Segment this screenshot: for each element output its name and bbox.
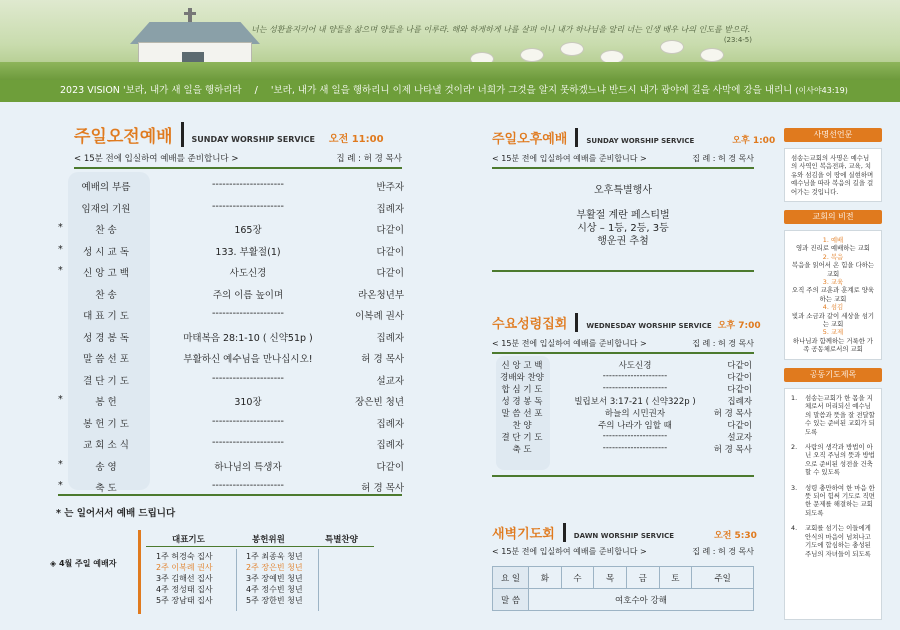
wednesday-item-content: 주의 나라가 임할 때: [598, 421, 672, 431]
order-item-content: 마태복음 28:1-10 ( 신약51p ): [183, 332, 313, 344]
prayer-panel: [784, 368, 882, 620]
vision-title: 교회의 비전: [784, 210, 882, 224]
vision-panel: [784, 210, 882, 360]
order-item-leader: 집례자: [376, 332, 404, 344]
prayer-title: 공동기도제목: [784, 368, 882, 382]
wednesday-row: [498, 371, 752, 383]
order-item-leader: 다같이: [376, 225, 404, 236]
sunday-pm-content: [492, 184, 754, 248]
order-row: [58, 390, 404, 412]
duty-week: 4주: [156, 585, 169, 594]
wednesday-row: [498, 359, 752, 371]
prayer-list: [784, 388, 882, 620]
wednesday-item-content: 빌립보서 3:17-21 ( 신약322p ): [574, 397, 696, 407]
order-row: [58, 175, 404, 197]
order-item-name: 결 단 기 도: [83, 375, 129, 387]
order-item-leader: 허 경 목사: [361, 354, 404, 365]
order-item-leader: 허 경 목사: [361, 483, 404, 494]
duty-entry: [246, 551, 303, 562]
order-item-name: 예배의 부름: [81, 182, 131, 193]
duty-entry: [156, 595, 213, 606]
order-item-content: ---------------------: [212, 415, 284, 427]
dawn-day: 목: [594, 567, 627, 589]
wednesday-item-leader: 설교자: [727, 433, 752, 443]
wednesday-item-name: 축 도: [512, 445, 532, 455]
wednesday-item-leader: 다같이: [727, 373, 752, 383]
mission-text: 섬송는교회의 사명은 예수님의 사역인 복음전파, 교육, 치유와 섬김을 이 땅에 실현하며 예수님을 따라 복음의 길을 걸어가는 것입니다.: [784, 148, 882, 202]
sunday-pm-title: 주일오후예배 SUNDAY WORSHIP SERVICE 오후 1:00: [492, 128, 775, 147]
order-item-content: ---------------------: [212, 437, 284, 448]
order-item-content: ---------------------: [212, 480, 284, 491]
wednesday-item-leader: 다같이: [727, 421, 752, 431]
sunday-pm-subline: [492, 153, 754, 169]
order-row: [58, 218, 404, 240]
duty-entry: [246, 562, 303, 573]
duty-week: 3주: [246, 574, 259, 583]
order-item-name: 성 경 봉 독: [83, 332, 129, 344]
prayer-number: 3.: [791, 483, 798, 492]
sunday-pm-awards: 시상 – 1등, 2등, 3등: [577, 223, 669, 234]
order-row: [58, 283, 404, 305]
wednesday-item-name: 합 심 기 도: [501, 385, 543, 395]
dawn-notice: < 15분 전에 입실하여 예배를 준비합니다 >: [492, 547, 647, 556]
vision-bar: 2023 VISION '보라, 내가 새 일을 행하리라 / '보라, 내가 새 일을 행하리니 이제 나타낼 것이라' 너희가 그것을 알지 못하겠느냐 반드시 내가 광야에 길을 사막에 강을 내리니 (이사야43:19): [0, 80, 900, 102]
wednesday-item-content: ---------------------: [602, 371, 668, 381]
wednesday-item-leader: 다같이: [727, 361, 752, 371]
wednesday-item-content: 사도신경: [618, 361, 652, 371]
duty-label: ◈ 4월 주일 예배자: [50, 559, 117, 568]
order-item-leader: 다같이: [376, 461, 404, 473]
duty-entry: [246, 573, 303, 584]
order-item-content: ---------------------: [212, 308, 284, 319]
order-item-name: 봉 헌 기 도: [83, 418, 129, 430]
duty-entry: [246, 595, 303, 606]
sunday-pm-leader: 집 례 : 허 경 목사: [692, 154, 754, 163]
dawn-day: 토: [659, 567, 692, 589]
prayer-item: [791, 484, 875, 518]
wednesday-item-leader: 집례자: [727, 397, 752, 407]
order-item-name: 송 영: [95, 461, 117, 473]
wednesday-item-content: ---------------------: [602, 431, 668, 441]
vision-key: 4. 섬김: [822, 303, 844, 312]
duty-week: 5주: [156, 596, 169, 605]
order-row: [58, 433, 404, 455]
sheep-illustration: [700, 48, 724, 62]
prayer-number: 1.: [791, 394, 798, 402]
duty-prayer-list: [156, 551, 213, 606]
order-item-name: 말 씀 선 포: [83, 354, 129, 365]
wednesday-item-leader: 다같이: [727, 385, 752, 395]
wednesday-item-name: 말 씀 선 포: [501, 409, 543, 419]
vision-value: 복음을 읽어서 온 힘을 다하는 교회: [791, 261, 875, 278]
vision-lead: 2023 VISION: [60, 85, 120, 96]
duty-offering-list: [246, 551, 303, 606]
mission-panel: [784, 128, 882, 202]
sunday-pm-festival: 부활절 계란 페스티벌: [576, 210, 670, 221]
dawn-word-label: 말 씀: [493, 589, 529, 611]
wednesday-row: [498, 419, 752, 431]
order-item-leader: 이복례 권사: [355, 311, 404, 322]
dawn-day-label: 요 일: [493, 567, 529, 589]
order-item-leader: 장은빈 청년: [355, 397, 404, 408]
duty-entry: [156, 551, 213, 562]
order-row: [58, 197, 404, 219]
vision-value: 빛과 소금과 같이 세상을 섬기는 교회: [791, 311, 875, 329]
banner-verse: 너는 성환율지키어 내 양들을 삶으며 양들을 나를 이루라. 해와 하게하게 나를 살펴 이니 내가 하나님을 알리 너는 인생 배우 나의 인도를 받으라.: [251, 25, 750, 34]
dawn-day: 금: [626, 567, 659, 589]
dawn-word: 여호수아 강해: [529, 589, 754, 611]
prayer-item: [791, 524, 875, 558]
dawn-schedule-table: [492, 566, 754, 611]
dawn-word-row: [493, 589, 754, 611]
duty-person: 장은빈 청년: [261, 563, 303, 572]
order-row: [58, 455, 404, 477]
duty-person: 장남태 집사: [171, 596, 213, 605]
wednesday-notice: < 15분 전에 입실하여 예배를 준비합니다 >: [492, 339, 647, 348]
order-item-content: 133. 부활절(1): [215, 246, 281, 258]
duty-entry: [156, 584, 213, 595]
duty-week: 1주: [246, 552, 259, 561]
sunday-pm-raffle: 행운권 추첨: [597, 236, 649, 247]
order-item-name: 신 앙 고 백: [83, 268, 129, 279]
duty-entry: [156, 573, 213, 584]
sunday-am-order: [58, 175, 404, 498]
duty-week: 4주: [246, 585, 259, 594]
dawn-day: 주일: [692, 567, 754, 589]
order-item-name: 임재의 기원: [81, 203, 131, 215]
vision-ref: (이사야43:19): [795, 86, 848, 95]
wednesday-leader: 집 례 : 허 경 목사: [692, 339, 754, 348]
prayer-text: 섬송는교회가 한 몸을 지체로서 머리되신 예수님의 말씀과 뜻을 잘 전달할 수 있는 준비된 교회가 되도록: [805, 394, 875, 436]
sunday-am-subline: [74, 152, 402, 169]
order-row: [58, 240, 404, 262]
order-item-leader: 다같이: [376, 268, 404, 279]
prayer-item: [791, 394, 875, 436]
vision-value: 영과 진리로 예배하는 교회: [795, 244, 870, 253]
sheep-illustration: [560, 42, 584, 56]
order-item-content: 하나님의 특생자: [214, 461, 282, 473]
vision-value: 오직 주의 교훈과 훈계로 양육하는 교회: [791, 286, 875, 303]
order-item-content: ---------------------: [212, 200, 284, 212]
order-star: *: [58, 222, 63, 233]
order-star: *: [58, 265, 63, 276]
sunday-am-leader: 집 례 : 허 경 목사: [336, 154, 402, 164]
order-star: *: [58, 458, 63, 470]
order-item-name: 축 도: [95, 483, 117, 494]
order-item-leader: 설교자: [376, 375, 404, 387]
prayer-text: 교회를 섬기는 이들에게 안식의 마음이 넘쳐나고 기도에 합심하는 충성된 주님의 자녀들이 되도록: [805, 524, 871, 558]
wednesday-row: [498, 395, 752, 407]
order-item-content: 부활하신 예수님을 만나십시오!: [183, 354, 313, 365]
vision-value: 하나님과 함께하는 거룩한 가족 공동체로서의 교회: [792, 336, 874, 354]
wednesday-item-name: 경배와 찬양: [500, 373, 544, 383]
wednesday-order: [498, 359, 752, 455]
sunday-am-notice: < 15분 전에 입실하여 예배를 준비합니다 >: [74, 154, 239, 164]
duty-head-special: 특별찬양: [325, 535, 358, 545]
order-item-content: ---------------------: [212, 179, 284, 190]
order-item-content: 165장: [234, 225, 262, 236]
prayer-number: 4.: [791, 524, 798, 533]
order-item-leader: 집례자: [376, 440, 404, 451]
duty-person: 정성태 집사: [171, 585, 213, 594]
prayer-text: 사람의 생각과 방법이 아닌 오직 주님의 뜻과 방법으로 준비된 성전을 건축할 수 있도록: [805, 443, 875, 477]
vision-slogan: '보라, 내가 새 일을 행하리라: [122, 85, 242, 96]
vision-key: 5. 교제: [822, 328, 844, 337]
prayer-text: 성령 충만하여 한 마음 한 뜻 되어 힘써 기도로 직면한 문제를 해결하는 교회되도록: [805, 483, 875, 517]
duty-week: 2주: [156, 563, 169, 572]
wednesday-title: 수요성령집회 WEDNESDAY WORSHIP SERVICE 오후 7:00: [492, 313, 761, 332]
order-row: [58, 261, 404, 283]
duty-person: 이복례 권사: [171, 563, 213, 572]
duty-week: 2주: [246, 563, 259, 572]
duty-person: 장예빈 청년: [261, 574, 303, 583]
wednesday-item-name: 신 앙 고 백: [501, 361, 543, 371]
order-item-leader: 반주자: [376, 182, 404, 193]
prayer-number: 2.: [791, 443, 798, 452]
order-item-name: 대 표 기 도: [83, 311, 129, 322]
banner-verse-ref: (23:4-5): [723, 36, 752, 44]
wednesday-item-name: 찬 양: [512, 421, 532, 431]
sunday-am-title: 주일오전예배 SUNDAY WORSHIP SERVICE 오전 11:00: [74, 122, 384, 147]
wednesday-item-name: 성 경 봉 독: [501, 397, 543, 407]
wednesday-item-content: ---------------------: [602, 383, 668, 393]
church-illustration: [120, 8, 270, 70]
dawn-day: 화: [529, 567, 562, 589]
prayer-item: [791, 443, 875, 477]
order-item-leader: 다같이: [376, 246, 404, 258]
wednesday-item-leader: 허 경 목사: [713, 409, 752, 419]
wednesday-row: [498, 431, 752, 443]
vision-key: 2. 복음: [822, 252, 844, 261]
dawn-title: 새벽기도회 DAWN WORSHIP SERVICE 오전 5:30: [492, 523, 757, 542]
order-row: [58, 347, 404, 369]
duty-person: 최종욱 청년: [261, 552, 303, 561]
wednesday-item-name: 결 단 기 도: [501, 433, 543, 443]
order-star: *: [58, 394, 63, 405]
sheep-illustration: [660, 40, 684, 54]
order-item-name: 교 회 소 식: [83, 440, 129, 451]
duty-week: 1주: [156, 552, 169, 561]
duty-week: 3주: [156, 574, 169, 583]
wednesday-item-content: ---------------------: [602, 443, 668, 453]
order-item-name: 봉 헌: [95, 397, 117, 408]
order-item-content: 310장: [234, 397, 262, 408]
sunday-pm-notice: < 15분 전에 입실하여 예배를 준비합니다 >: [492, 154, 647, 163]
dawn-leader: 집 례 : 허 경 목사: [692, 547, 754, 556]
dawn-subline: [492, 546, 754, 560]
duty-person: 허경숙 집사: [171, 552, 213, 561]
top-banner: [0, 0, 900, 80]
duty-person: 장한빈 청년: [261, 596, 303, 605]
dawn-day-row: [493, 567, 754, 589]
order-star: *: [58, 480, 63, 491]
order-item-content: ---------------------: [212, 372, 284, 384]
dawn-day: 수: [561, 567, 594, 589]
vision-list: [784, 230, 882, 360]
order-item-name: 성 시 교 독: [83, 246, 129, 258]
order-row: [58, 304, 404, 326]
wednesday-item-content: 하늘의 시민권자: [604, 409, 666, 419]
wednesday-item-leader: 허 경 목사: [713, 445, 752, 455]
order-row: [58, 326, 404, 348]
duty-entry: [246, 584, 303, 595]
order-row: [58, 369, 404, 391]
order-item-leader: 집례자: [376, 418, 404, 430]
wednesday-row: [498, 443, 752, 455]
wednesday-row: [498, 407, 752, 419]
order-item-leader: 라온청년부: [358, 289, 404, 301]
order-star: *: [58, 243, 63, 255]
order-item-name: 찬 송: [95, 289, 117, 301]
order-item-leader: 집례자: [376, 203, 404, 215]
standing-note: * 는 일어서서 예배 드립니다: [56, 508, 176, 519]
duty-person: 정수빈 청년: [261, 585, 303, 594]
order-item-content: 주의 이름 높이며: [212, 289, 284, 301]
wednesday-row: [498, 383, 752, 395]
order-row: [58, 412, 404, 434]
order-item-name: 찬 송: [95, 225, 117, 236]
wednesday-subline: [492, 338, 754, 354]
duty-person: 김해선 집사: [171, 574, 213, 583]
order-item-content: 사도신경: [229, 268, 267, 279]
duty-head-prayer: 대표기도: [172, 535, 205, 545]
sunday-pm-special: 오후특별행사: [594, 185, 652, 196]
vision-key: 1. 예배: [822, 236, 844, 244]
duty-week: 5주: [246, 596, 259, 605]
mission-title: 사명선언문: [784, 128, 882, 142]
sheep-illustration: [520, 48, 544, 62]
duty-head-offering: 봉헌위원: [252, 535, 285, 545]
vision-key: 3. 교육: [822, 278, 844, 287]
vision-verse: '보라, 내가 새 일을 행하리니 이제 나타낼 것이라' 너희가 그것을 알지 못하겠느냐 반드시 내가 광야에 길을 사막에 강을 내리니: [270, 85, 793, 96]
duty-entry: [156, 562, 213, 573]
